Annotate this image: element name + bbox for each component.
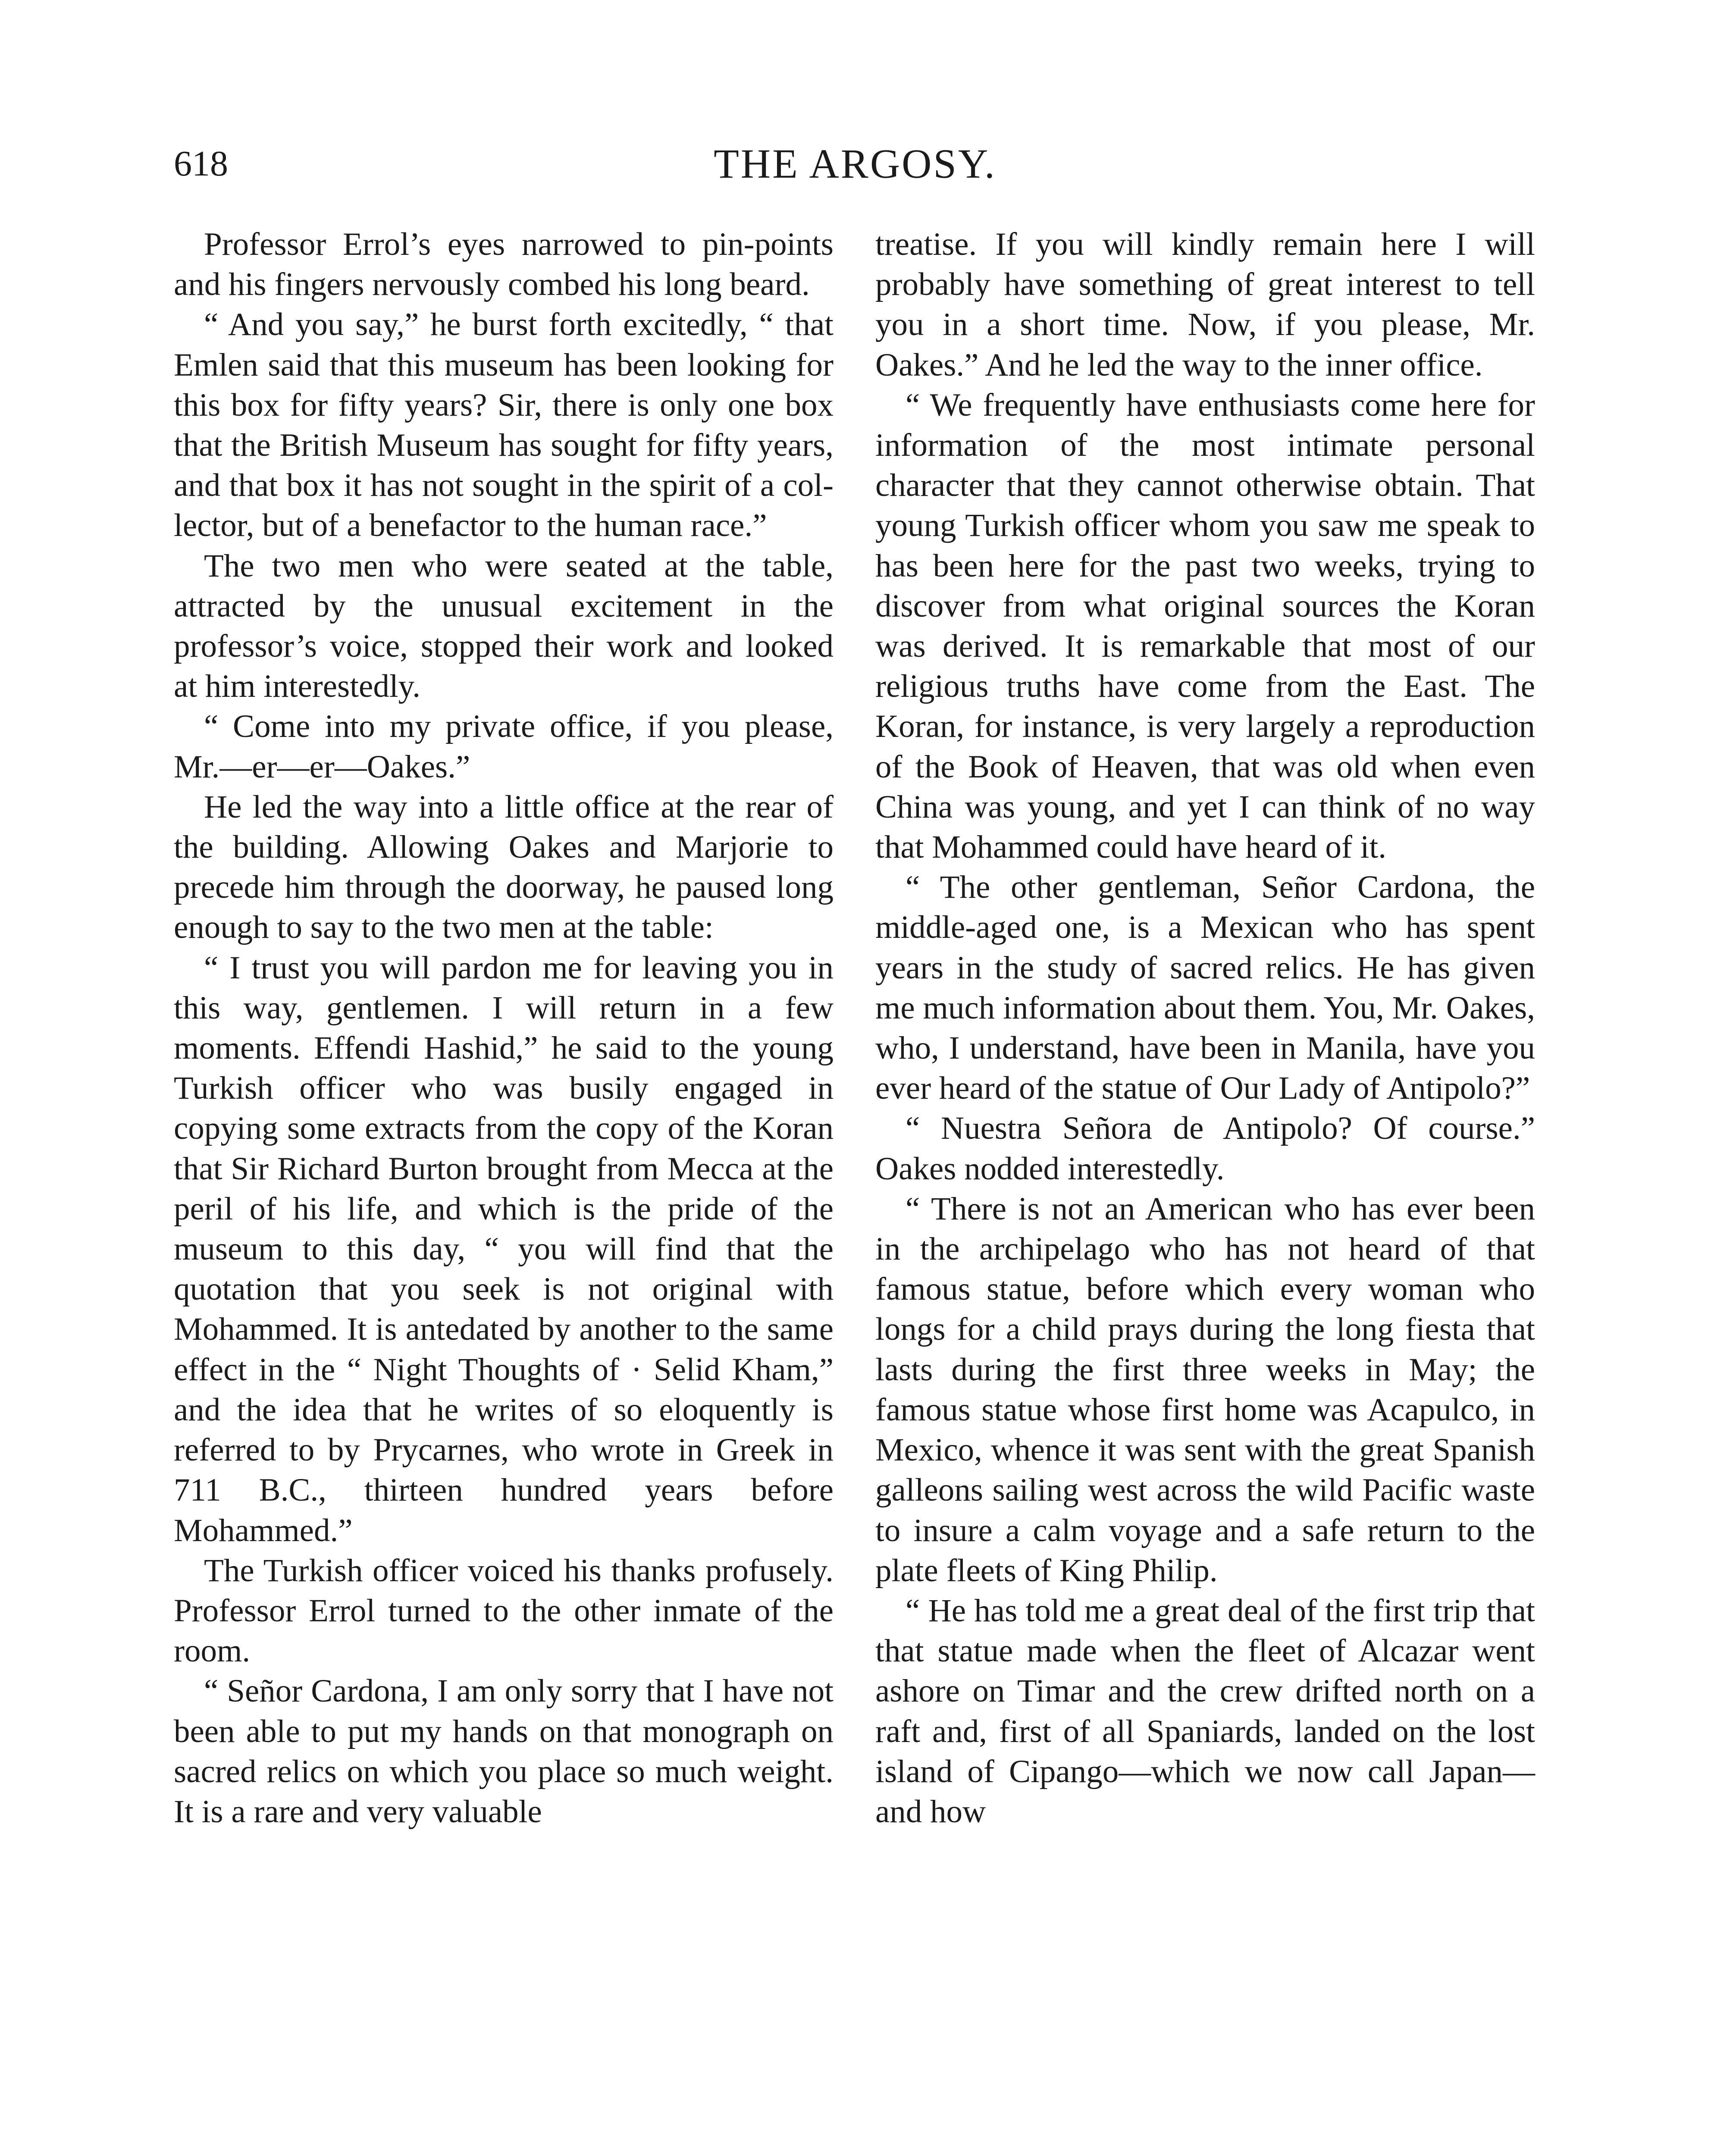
paragraph: The two men who were seated at the table, attracted by the unusual excitement in the professor’s voice, stopped their work and looked at him interestedly. [174, 548, 834, 705]
page-header [174, 138, 1536, 198]
right-column [875, 224, 1535, 1832]
paragraph: He led the way into a little office at the rear of the building. Allowing Oakes and Marjorie to precede him through the doorway, he paused long enough to say to the two men at the table: [174, 789, 834, 946]
running-title: THE ARGOSY. [714, 141, 997, 187]
paragraph: “ Nuestra Señora de Antipolo? Of course.” Oakes nodded interestedly. [875, 1110, 1535, 1187]
left-column [174, 224, 834, 1832]
paragraph: Professor Errol’s eyes narrowed to pin-points and his fingers nervously combed his long beard. [174, 226, 834, 303]
paragraph: “ There is not an American who has ever been in the archipelago who has not heard of that famous statue, before which every woman who longs for a child prays during the long fiesta that lasts during the first three weeks in May; the famous statue whose first home was Acapulco, in Mexico, whence it was sent with the great Spanish galleons sailing west across the wild Pacific waste to insure a calm voyage and a safe return to the plate fleets of King Philip. [875, 1191, 1535, 1589]
paragraph: “ And you say,” he burst forth excitedly, “ that Emlen said that this museum has been looking for this box for fifty years? Sir, there is only one box that the British Museum has sought for fifty years, and that box it has not sought in the spirit of a collector, but of a benefactor to the human race.” [174, 307, 834, 544]
page-number: 618 [174, 144, 228, 184]
paragraph: “ He has told me a great deal of the first trip that that statue made when the fleet of Alcazar went ashore on Timar and the crew drifted north on a raft and, first of all Spaniards, landed on the lost island of Cipango—which we now call Japan—and how [875, 1592, 1535, 1830]
paragraph-continued: treatise. If you will kindly remain here I will probably have something of great interest to tell you in a short time. Now, if you please, Mr. Oakes.” And he led the way to the inner office. [875, 226, 1535, 383]
paragraph: “ We frequently have enthusiasts come here for information of the most intimate personal character that they cannot otherwise obtain. That young Turkish officer whom you saw me speak to has been here for the past two weeks, trying to discover from what original sources the Koran was derived. It is remarkable that most of our religious truths have come from the East. The Koran, for instance, is very largely a reproduction of the Book of Heaven, that was old when even China was young, and yet I can think of no way that Mohammed could have heard of it. [875, 387, 1535, 865]
paragraph: “ I trust you will pardon me for leaving you in this way, gentlemen. I will return in a few moments. Effendi Hashid,” he said to the young Turkish officer who was busily engaged in copying some extracts from the copy of the Koran that Sir Richard Burton brought from Mecca at the peril of his life, and which is the pride of the museum to this day, “ you will find that the quotation that you seek is not original with Mohammed. It is antedated by another to the same effect in the “ Night Thoughts of · Selid Kham,” and the idea that he writes of so eloquently is referred to by Prycarnes, who wrote in Greek in 711 B.C., thirteen hundred years before Mohammed.” [174, 950, 834, 1548]
paragraph: “ Come into my private office, if you please, Mr.—er—er—Oakes.” [174, 708, 834, 785]
paragraph: “ Señor Cardona, I am only sorry that I have not been able to put my hands on that monograph on sacred relics on which you place so much weight. It is a rare and very valuable [174, 1673, 834, 1830]
paragraph: The Turkish officer voiced his thanks profusely. Professor Errol turned to the other inmate of the room. [174, 1552, 834, 1669]
paragraph: “ The other gentleman, Señor Cardona, the middle-aged one, is a Mexican who has spent years in the study of sacred relics. He has given me much information about them. You, Mr. Oakes, who, I understand, have been in Manila, have you ever heard of the statue of Our Lady of Antipolo?” [875, 869, 1535, 1106]
